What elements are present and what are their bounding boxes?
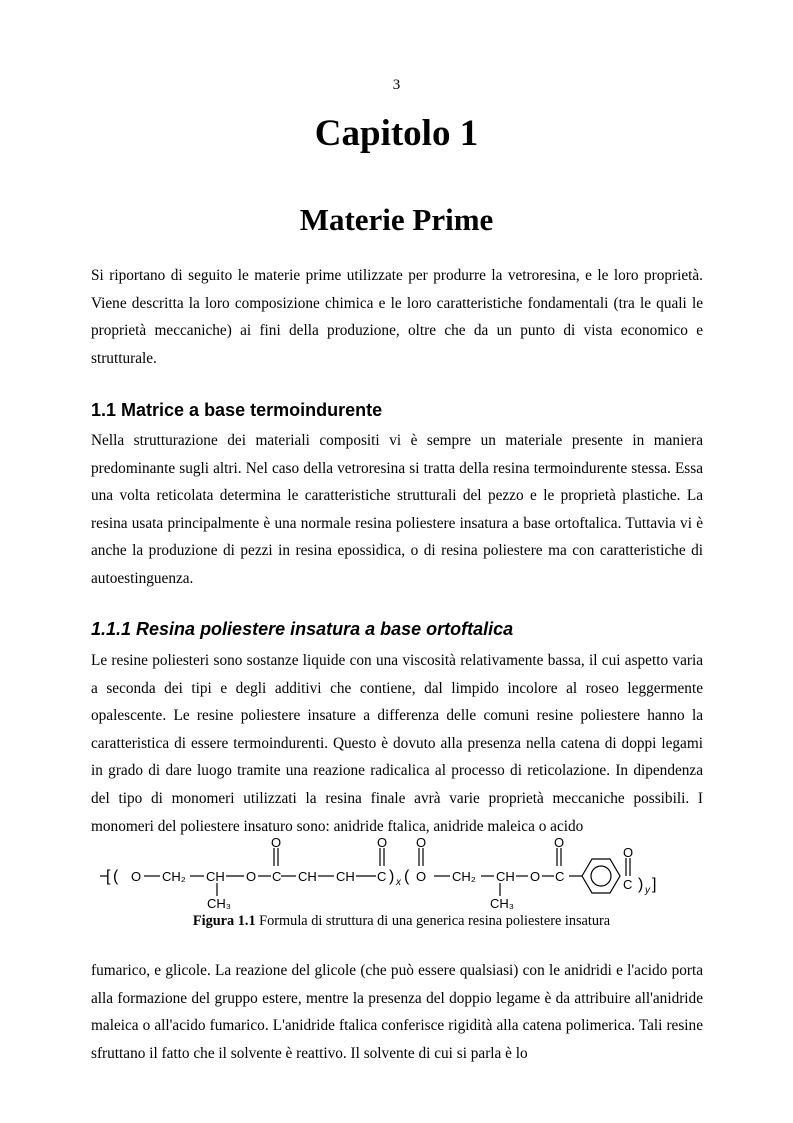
chapter-subtitle: Materie Prime [299, 202, 494, 237]
formula-paren: ) [638, 876, 644, 893]
formula-atom: O [246, 869, 257, 884]
formula-atom: O [416, 836, 427, 850]
formula-atom: CH₃ [490, 896, 515, 911]
benzene-ring [582, 859, 620, 893]
formula-atom: CH₂ [162, 869, 186, 884]
formula-atom: O [377, 836, 388, 850]
formula-subscript: x [396, 877, 401, 888]
formula-atom: O [131, 869, 142, 884]
section-1-1-heading: 1.1 Matrice a base termoindurente [91, 400, 383, 420]
polyester-structure-formula [96, 836, 696, 916]
intro-paragraph: Si riportano di seguito le materie prime utilizzate per produrre la vetroresina, e le loro proprietà. Viene descritta la loro composizione chimica e le loro caratteristiche fondamentali (tra le quali le proprietà meccaniche) ai fini della produzione, oltre che da un punto di vista economico e strutturale. [91, 267, 703, 367]
formula-atom: O [623, 845, 634, 860]
formula-atom: CH [496, 869, 515, 884]
formula-atom: O [416, 869, 427, 884]
figure-caption-label: Figura 1.1 [192, 913, 256, 929]
formula-atom: C [272, 869, 282, 884]
formula-atom: CH₂ [452, 869, 476, 884]
chapter-title: Capitolo 1 [314, 113, 479, 154]
formula-atom: CH [336, 869, 355, 884]
formula-atom: O [554, 836, 565, 850]
formula-atom: CH₃ [207, 896, 232, 911]
section-1-1-paragraph: Nella strutturazione dei materiali compositi vi è sempre un materiale presente in maniera predominante sugli altri. Nel caso della vetroresina si tratta della resina termoindurente stessa. Essa una volta reticolata determina le caratteristiche strutturali del pezzo e le proprietà plastiche. La resina usata principalmente è una normale resina poliestere insatura a base ortoftalica. Tuttavia vi è anche la produzione di pezzi in resina epossidica, o di resina poliestere ma con caratteristiche di autoestinguenza. [91, 432, 703, 587]
section-1-1-1-paragraph: Le resine poliesteri sono sostanze liquide con una viscosità relativamente bassa, il cui aspetto varia a seconda dei tipi e degli additivi che contiene, dal limpido incolore al roseo leggermente opalescente. Le resine poliestere insature a differenza delle comuni resine poliestere hanno la caratteristica di essere termoindurenti. Questo è dovuto alla presenza nella catena di doppi legami in grado di dare luogo tramite una reazione radicalica al processo di reticolazione. In dipendenza del tipo di monomeri utilizzati la resina finale avrà varie proprietà meccaniche possibili. I monomeri del poliestere insaturo sono: anidride ftalica, anidride maleica o acido [91, 652, 703, 835]
figure-caption-text: Formula di struttura di una generica resina poliestere insatura [255, 913, 611, 929]
formula-paren: ( [404, 868, 410, 885]
section-1-1-1-continuation: fumarico, e glicole. La reazione del glicole (che può essere qualsiasi) con le anidridi e l'acido porta alla formazione del gruppo estere, mentre la presenza del doppio legame è da attribuire all'anidride maleica o all'acido fumarico. L'anidride ftalica conferisce rigidità alla catena polimerica. Tali resine sfruttano il fatto che il solvente è reattivo. Il solvente di cui si parla è lo [91, 962, 703, 1062]
formula-paren: ( [113, 868, 119, 885]
formula-paren: ) [389, 868, 395, 885]
formula-atom: CH [298, 869, 317, 884]
formula-atom: C [377, 869, 387, 884]
formula-atom: C [623, 877, 633, 892]
formula-bracket-open: [ [106, 868, 111, 885]
section-1-1-1-heading: 1.1.1 Resina poliestere insatura a base ortoftalica [91, 619, 514, 639]
formula-bracket-close: ] [652, 876, 657, 893]
page-number: 3 [392, 77, 401, 93]
formula-atom: O [271, 836, 282, 850]
formula-atom: O [530, 869, 541, 884]
formula-atom: CH [206, 869, 225, 884]
formula-subscript: y [645, 885, 650, 896]
formula-atom: C [555, 869, 565, 884]
figure-caption [0, 913, 793, 930]
